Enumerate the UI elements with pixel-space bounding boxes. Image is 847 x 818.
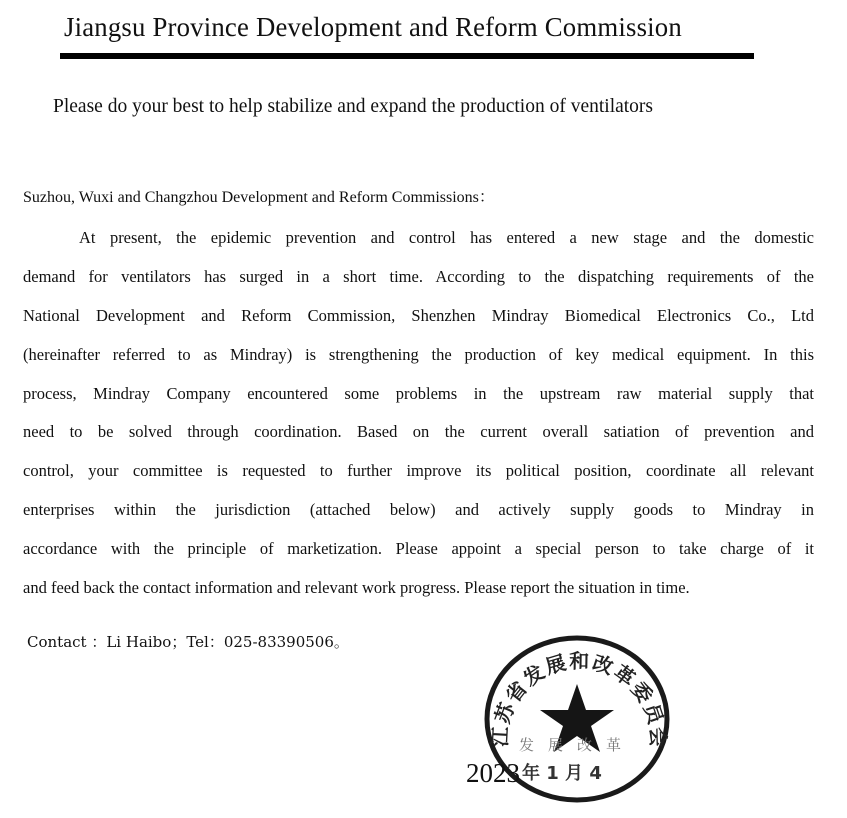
letter-body <box>23 226 814 615</box>
body-line: accordance with the principle of marketization. Please appoint a special person to take charge of it <box>23 539 814 559</box>
body-line: control, your committee is requested to further improve its political position, coordinate all relevant <box>23 461 814 481</box>
signature-date <box>466 758 602 789</box>
body-line: enterprises within the jurisdiction (attached below) and actively supply goods to Mindray in <box>23 500 814 520</box>
date-month-day: 年 1 月 4 <box>522 763 602 784</box>
body-line: At present, the epidemic prevention and control has entered a new stage and the domestic <box>79 228 814 247</box>
body-line: process, Mindray Company encountered some problems in the upstream raw material supply that <box>23 383 814 403</box>
body-line: and feed back the contact information and relevant work progress. Please report the situation in time. <box>23 578 690 598</box>
seal-center-text: 发展改革 <box>518 736 636 754</box>
date-year: 2023 <box>466 758 520 788</box>
title-underline-divider <box>60 53 754 59</box>
document-subtitle: Please do your best to help stabilize and expand the production of ventilators <box>53 96 654 117</box>
body-line: (hereinafter referred to as Mindray) is strengthening the production of key medical equipment. In this <box>23 344 814 364</box>
body-line: National Development and Reform Commission, Shenzhen Mindray Biomedical Electronics Co., Ltd <box>23 305 814 325</box>
seal-ring-text: 江苏省发展和改革委员会 <box>487 648 671 750</box>
body-line: demand for ventilators has surged in a short time. According to the dispatching requirements of the <box>23 266 814 286</box>
body-line: need to be solved through coordination. Based on the current overall satiation of prevention and <box>23 422 814 442</box>
salutation: Suzhou, Wuxi and Changzhou Development and Reform Commissions： <box>23 189 495 206</box>
document-title: Jiangsu Province Development and Reform Commission <box>64 12 682 42</box>
contact-info: Contact ：Li Haibo；Tel：025-83390506。 <box>27 633 349 651</box>
